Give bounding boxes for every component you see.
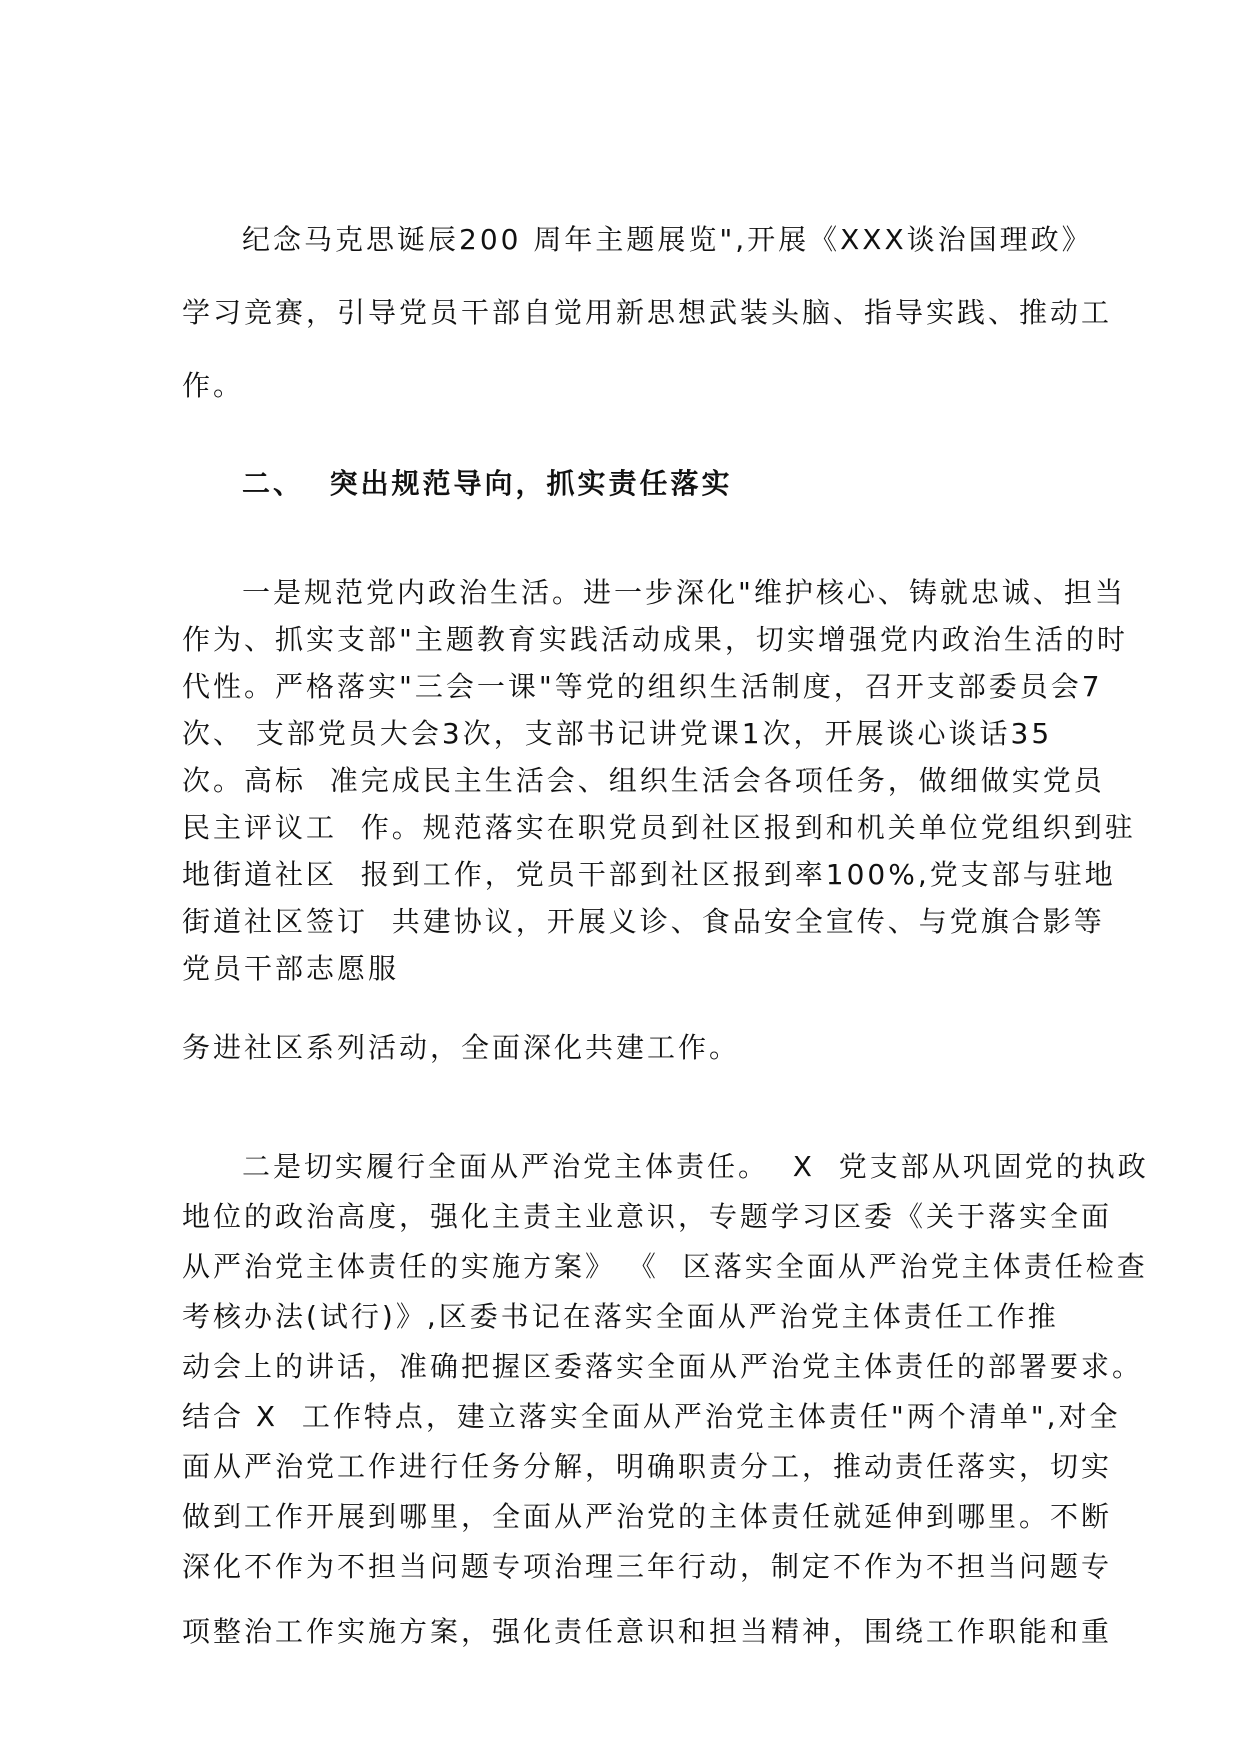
paragraph-3-line-9: 深化不作为不担当问题专项治理三年行动，制定不作为不担当问题专 xyxy=(182,1550,1113,1583)
paragraph-3-line-5: 动会上的讲话，准确把握区委落实全面从严治党主体责任的部署要求。 xyxy=(182,1350,1144,1383)
paragraph-3-line-8: 做到工作开展到哪里，全面从严治党的主体责任就延伸到哪里。不断 xyxy=(182,1500,1113,1533)
paragraph-3-line-1: 二是切实履行全面从严治党主体责任。 X 党支部从巩固党的执政 xyxy=(242,1150,1149,1183)
paragraph-1-line-2: 学习竞赛，引导党员干部自觉用新思想武装头脑、指导实践、推动工 xyxy=(182,296,1113,329)
paragraph-2-line-2: 作为、抓实支部"主题教育实践活动成果，切实增强党内政治生活的时 xyxy=(182,623,1128,656)
paragraph-3-line-7: 面从严治党工作进行任务分解，明确职责分工，推动责任落实，切实 xyxy=(182,1450,1113,1483)
paragraph-2-line-8: 街道社区签订 共建协议，开展义诊、食品安全宣传、与党旗合影等 xyxy=(182,905,1105,938)
paragraph-1-line-3: 作。 xyxy=(182,369,245,402)
paragraph-3-line-4: 考核办法(试行)》,区委书记在落实全面从严治党主体责任工作推 xyxy=(182,1300,1059,1333)
paragraph-2-line-10: 务进社区系列活动，全面深化共建工作。 xyxy=(182,1031,741,1064)
paragraph-1-line-1: 纪念马克思诞辰200 周年主题展览",开展《XXX谈治国理政》 xyxy=(242,223,1093,256)
paragraph-2-line-3: 代性。严格落实"三会一课"等党的组织生活制度，召开支部委员会7 xyxy=(182,670,1103,703)
paragraph-3-line-3: 从严治党主体责任的实施方案》 《 区落实全面从严治党主体责任检查 xyxy=(182,1250,1148,1283)
paragraph-2-line-6: 民主评议工 作。规范落实在职党员到社区报到和机关单位党组织到驻 xyxy=(182,811,1136,844)
paragraph-2-line-7: 地街道社区 报到工作，党员干部到社区报到率100%,党支部与驻地 xyxy=(182,858,1116,891)
paragraph-2-line-5: 次。高标 准完成民主生活会、组织生活会各项任务，做细做实党员 xyxy=(182,764,1105,797)
paragraph-3-line-2: 地位的政治高度，强化主责主业意识，专题学习区委《关于落实全面 xyxy=(182,1200,1113,1233)
paragraph-3-line-10: 项整治工作实施方案，强化责任意识和担当精神，围绕工作职能和重 xyxy=(182,1615,1113,1648)
section-heading-2: 二、 突出规范导向，抓实责任落实 xyxy=(242,467,733,500)
paragraph-2-line-9: 党员干部志愿服 xyxy=(182,952,400,985)
paragraph-3-line-6: 结合 X 工作特点，建立落实全面从严治党主体责任"两个清单",对全 xyxy=(182,1400,1121,1433)
paragraph-2-line-4: 次、 支部党员大会3次，支部书记讲党课1次，开展谈心谈话35 xyxy=(182,717,1053,750)
paragraph-2-line-1: 一是规范党内政治生活。进一步深化"维护核心、铸就忠诚、担当 xyxy=(242,576,1126,609)
